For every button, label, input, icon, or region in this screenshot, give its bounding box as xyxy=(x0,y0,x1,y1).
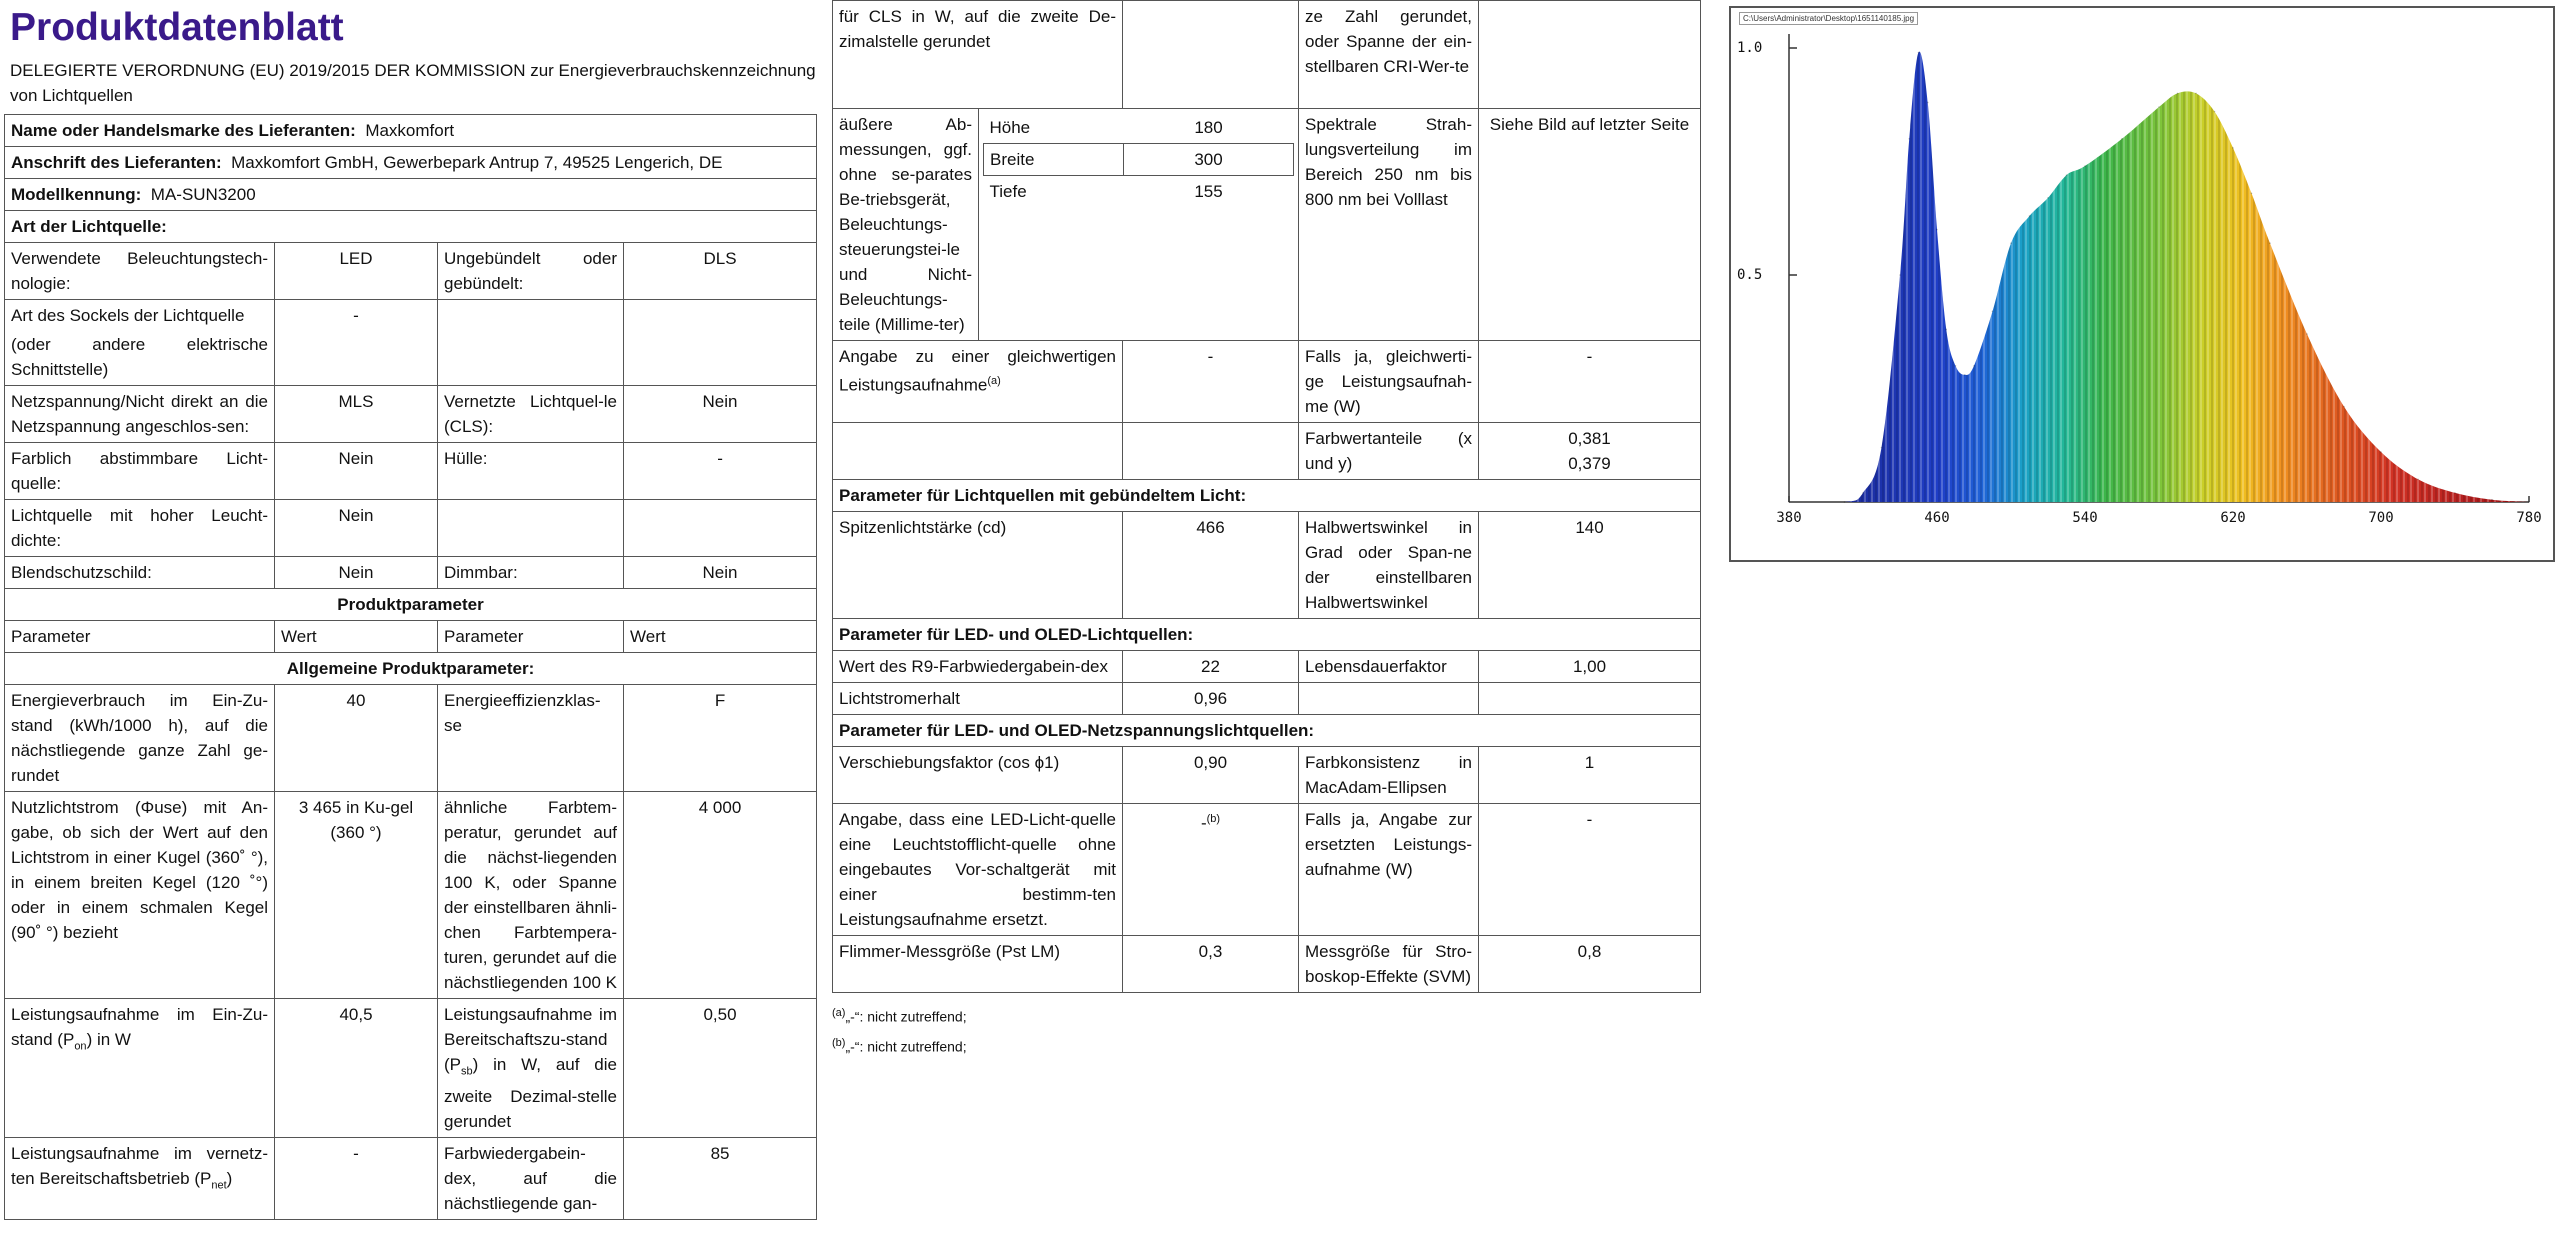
spectrum-point xyxy=(2047,197,2049,199)
psb-label: Leistungsaufnahme im Bereitschaftszu-stand (P xyxy=(444,1005,617,1074)
cell-label: Verwendete Beleuchtungstech-nologie: xyxy=(5,243,275,300)
cell-label: Messgröße für Stro-boskop-Effekte (SVM) xyxy=(1299,936,1479,993)
cell-value: 22 xyxy=(1123,651,1299,683)
cell-label: Netzspannung/Nicht direkt an die Netzspannung angeschlos-sen: xyxy=(5,386,275,443)
cell-label xyxy=(438,999,624,1138)
footnote-a xyxy=(832,1003,1700,1027)
cell-value: Nein xyxy=(275,443,438,500)
cell-empty xyxy=(624,300,817,386)
cell-value: 1 xyxy=(1479,747,1701,804)
socket-label-b: (oder andere elektrische Schnittstelle) xyxy=(11,335,268,379)
cell-empty xyxy=(1299,683,1479,715)
cell-label: Vernetzte Lichtquel-le (CLS): xyxy=(438,386,624,443)
table-row xyxy=(833,423,1701,480)
spectrum-point xyxy=(2010,242,2012,244)
pnet-label-end: ) xyxy=(226,1169,233,1189)
section-heading-row xyxy=(833,480,1701,512)
cell-label: Lichtstromerhalt xyxy=(833,683,1123,715)
pon-subscript: on xyxy=(74,1040,87,1053)
pnet-subscript: net xyxy=(211,1179,227,1192)
datasheet-table-left xyxy=(4,114,817,1220)
cell-value: 40,5 xyxy=(275,999,438,1138)
chroma-x: 0,381 xyxy=(1568,429,1611,448)
cell-value: Nein xyxy=(624,386,817,443)
table-row xyxy=(833,747,1701,804)
model-value: MA-SUN3200 xyxy=(150,185,256,204)
footnote-b xyxy=(832,1033,1700,1057)
cell-value: - xyxy=(1479,341,1701,423)
image-path-label: C:\Users\Administrator\Desktop\1651140185.jpg xyxy=(1739,12,1918,25)
cell-label: Falls ja, Angabe zur ersetzten Leistungs-aufnahme (W) xyxy=(1299,804,1479,936)
regulation-subtitle: DELEGIERTE VERORDNUNG (EU) 2019/2015 DER KOMMISSION zur Energieverbrauchskennzeichnung von Lichtquellen xyxy=(10,61,816,105)
footnote-b-marker: (b) xyxy=(832,1036,846,1049)
cell-value xyxy=(1479,1,1701,109)
pon-label-end: ) in W xyxy=(86,1030,131,1049)
product-params-heading: Produktparameter xyxy=(5,589,817,621)
table-row xyxy=(5,1138,817,1220)
supplier-name-row xyxy=(5,115,817,147)
cell-empty xyxy=(1123,423,1299,480)
spectrum-image-window xyxy=(1729,6,2555,562)
spectrum-point xyxy=(1918,52,1920,54)
cell-label: ze Zahl gerundet, oder Spanne der ein-stellbaren CRI-Wer-te xyxy=(1299,1,1479,109)
spectrum-point xyxy=(2417,479,2419,481)
spectrum-stripes xyxy=(1789,52,2529,502)
dim-height-label: Höhe xyxy=(989,118,1031,137)
section-heading-row xyxy=(5,589,817,621)
spectrum-point xyxy=(1881,447,1883,449)
chart-area xyxy=(1788,52,2530,503)
light-source-type-row xyxy=(5,211,817,243)
spectrum-point xyxy=(1899,274,1901,276)
cell-label: Verschiebungsfaktor (cos ϕ1) xyxy=(833,747,1123,804)
cell-label: Lebensdauerfaktor xyxy=(1299,651,1479,683)
dim-width-value: 300 xyxy=(1124,144,1294,176)
cell-label: Angabe, dass eine LED-Licht-quelle eine Leuchtstofflicht-quelle ohne eingebautes Vor-schaltgerät mit einer bestimm-ten Leistungsaufnahme ersetzt. xyxy=(833,804,1123,936)
cell-value xyxy=(1479,423,1701,480)
spectrum-point xyxy=(1964,374,1966,376)
table-row xyxy=(5,243,817,300)
table-row xyxy=(5,443,817,500)
x-tick-label: 620 xyxy=(2220,510,2246,526)
table-row xyxy=(5,557,817,589)
spectrum-point xyxy=(2251,192,2253,194)
table-row xyxy=(833,651,1701,683)
supplier-address-label: Anschrift des Lieferanten: xyxy=(11,153,222,172)
cell-value: - xyxy=(1123,341,1299,423)
cell-label xyxy=(5,1138,275,1220)
cell-value: - xyxy=(275,300,438,386)
spectrum-point xyxy=(1844,501,1846,503)
focused-heading: Parameter für Lichtquellen mit gebündeltem Licht: xyxy=(833,480,1701,512)
cell-label: Nutzlichtstrom (Φuse) mit An-gabe, ob sich der Wert auf den Lichtstrom in einer Kugel (360˚ °), in einem breiten Kegel (120 ˚°) oder in einem schmalen Kegel (90˚ °) bezieht xyxy=(5,792,275,999)
cell-value: - xyxy=(1479,804,1701,936)
table-row xyxy=(833,683,1701,715)
supplier-address-row xyxy=(5,147,817,179)
spectrum-point xyxy=(1862,492,1864,494)
footnote-a-marker: (a) xyxy=(832,1007,846,1019)
cell-value: 85 xyxy=(624,1138,817,1220)
cell-empty xyxy=(1479,683,1701,715)
dimensions-inner-table xyxy=(983,112,1294,207)
cell-value: 140 xyxy=(1479,512,1701,619)
cell-label: Dimmbar: xyxy=(438,557,624,589)
cell-label: Wert des R9-Farbwiedergabein-dex xyxy=(833,651,1123,683)
cell-empty xyxy=(624,500,817,557)
led-mains-heading: Parameter für LED- und OLED-Netzspannungslichtquellen: xyxy=(833,715,1701,747)
cell-value: - xyxy=(624,443,817,500)
spectrum-point xyxy=(2029,215,2031,217)
cell-value: F xyxy=(624,685,817,792)
middle-datasheet-page xyxy=(832,0,1700,1056)
spectrum-point xyxy=(2066,174,2068,176)
column-header: Parameter xyxy=(438,621,624,653)
table-row xyxy=(833,936,1701,993)
dim-width-label: Breite xyxy=(984,144,1124,176)
model-label: Modellkennung: xyxy=(11,185,142,204)
spectrum-point xyxy=(2177,93,2179,95)
socket-label: Art des Sockels der Lichtquelle xyxy=(11,306,245,325)
cell-value: DLS xyxy=(624,243,817,300)
cell-label: Blendschutzschild: xyxy=(5,557,275,589)
cell-value: 1,00 xyxy=(1479,651,1701,683)
cell-label: Energieverbrauch im Ein-Zu-stand (kWh/1000 h), auf die nächstliegende ganze Zahl ge-rundet xyxy=(5,685,275,792)
spectrum-chart xyxy=(1731,8,2553,560)
repl-value: - xyxy=(1200,813,1207,833)
spectrum-point xyxy=(1992,311,1994,313)
x-tick-label: 460 xyxy=(1924,510,1950,526)
light-source-type-label: Art der Lichtquelle: xyxy=(5,211,817,243)
table-row xyxy=(833,341,1701,423)
column-header: Parameter xyxy=(5,621,275,653)
cell-value xyxy=(1123,1,1299,109)
spectrum-point xyxy=(1945,329,1947,331)
psb-subscript: sb xyxy=(461,1065,473,1078)
cell-label xyxy=(5,300,275,386)
psb-label-end: ) in W, auf die zweite Dezimal-stelle gerundet xyxy=(444,1055,617,1132)
dim-depth-label: Tiefe xyxy=(989,182,1027,201)
footnote-b-text: „-“: nicht zutreffend; xyxy=(845,1038,967,1055)
table-row xyxy=(5,500,817,557)
supplier-name-value: Maxkomfort xyxy=(365,121,455,140)
cell-label xyxy=(5,999,275,1138)
cell-label: Farblich abstimmbare Licht-quelle: xyxy=(5,443,275,500)
cell-empty xyxy=(833,423,1123,480)
cell-empty xyxy=(438,500,624,557)
spectrum-point xyxy=(1955,365,1957,367)
x-tick-label: 380 xyxy=(1776,510,1802,526)
table-row xyxy=(5,300,817,386)
cell-label: Farbwiedergabein-dex, auf die nächstliegende gan- xyxy=(438,1138,624,1220)
cell-empty xyxy=(438,300,624,386)
table-row xyxy=(5,685,817,792)
table-row xyxy=(833,1,1701,109)
spectrum-point xyxy=(1927,102,1929,104)
table-row xyxy=(5,792,817,999)
pon-label: Leistungsaufnahme im Ein-Zu-stand (P xyxy=(11,1005,268,1049)
spectrum-point xyxy=(2528,501,2530,503)
cell-label: Hülle: xyxy=(438,443,624,500)
y-tick-label: 1.0 xyxy=(1737,40,1763,56)
spectrum-point xyxy=(2306,333,2308,335)
spectrum-point xyxy=(2158,106,2160,108)
cell-label: Energieeffizienzklas-se xyxy=(438,685,624,792)
cell-value: - xyxy=(275,1138,438,1220)
cell-value: 466 xyxy=(1123,512,1299,619)
spectrum-point xyxy=(2214,111,2216,113)
x-tick-label: 780 xyxy=(2516,510,2542,526)
table-row xyxy=(5,999,817,1138)
cell-label: ähnliche Farbtem-peratur, gerundet auf die nächst-liegenden 100 K, oder Spanne der einstellbaren ähnli-chen Farbtempera-turen, gerundet auf die nächstliegenden 100 K xyxy=(438,792,624,999)
dim-row xyxy=(984,176,1294,208)
cell-value: Nein xyxy=(275,557,438,589)
general-params-heading: Allgemeine Produktparameter: xyxy=(5,653,817,685)
spectrum-point xyxy=(1973,365,1975,367)
cell-value: MLS xyxy=(275,386,438,443)
table-row xyxy=(833,512,1701,619)
footnote-a-text: „-“: nicht zutreffend; xyxy=(845,1008,967,1025)
table-row xyxy=(833,804,1701,936)
cell-value: Nein xyxy=(275,500,438,557)
cell-value: 40 xyxy=(275,685,438,792)
cell-label: Halbwertswinkel in Grad oder Span-ne der einstellbaren Halbwertswinkel xyxy=(1299,512,1479,619)
cell-label: Lichtquelle mit hoher Leucht-dichte: xyxy=(5,500,275,557)
spectrum-point xyxy=(2380,451,2382,453)
cell-label: Ungebündelt oder gebündelt: xyxy=(438,243,624,300)
spectrum-point xyxy=(2269,242,2271,244)
cell-value: 0,96 xyxy=(1123,683,1299,715)
led-heading: Parameter für LED- und OLED-Lichtquellen: xyxy=(833,619,1701,651)
cell-value: 4 000 xyxy=(624,792,817,999)
dim-depth-value: 155 xyxy=(1194,182,1223,201)
cell-value: 3 465 in Ku-gel (360 °) xyxy=(275,792,438,999)
cell-value: 0,8 xyxy=(1479,936,1701,993)
cell-label: Farbwertanteile (x und y) xyxy=(1299,423,1479,480)
x-tick-label: 700 xyxy=(2368,510,2394,526)
pnet-label: Leistungsaufnahme im vernetz-ten Bereitschaftsbetrieb (P xyxy=(11,1144,268,1189)
page-title: Produktdatenblatt xyxy=(10,6,344,49)
dim-row xyxy=(984,144,1294,176)
equiv-label: Angabe zu einer gleichwertigen Leistungsaufnahme xyxy=(839,347,1116,395)
table-row xyxy=(5,386,817,443)
spectrum-point xyxy=(1908,138,1910,140)
cell-label: Falls ja, gleichwerti-ge Leistungsaufnah-me (W) xyxy=(1299,341,1479,423)
spectrum-point xyxy=(2343,406,2345,408)
supplier-name-label: Name oder Handelsmarke des Lieferanten: xyxy=(11,121,356,140)
cell-value: LED xyxy=(275,243,438,300)
supplier-address-value: Maxkomfort GmbH, Gewerbepark Antrup 7, 49525 Lengerich, DE xyxy=(231,153,723,172)
spectrum-point xyxy=(2084,165,2086,167)
cell-value: Siehe Bild auf letzter Seite xyxy=(1479,109,1701,341)
cell-value: 0,3 xyxy=(1123,936,1299,993)
left-datasheet-page xyxy=(4,0,816,1220)
cell-value: 0,50 xyxy=(624,999,817,1138)
cell-label: Farbkonsistenz in MacAdam-Ellipsen xyxy=(1299,747,1479,804)
cell-label: Flimmer-Messgröße (Pst LM) xyxy=(833,936,1123,993)
spectrum-point xyxy=(2195,93,2197,95)
cell-label: Spitzenlichtstärke (cd) xyxy=(833,512,1123,619)
section-heading-row xyxy=(5,653,817,685)
dim-height-value: 180 xyxy=(1194,118,1223,137)
section-heading-row xyxy=(833,619,1701,651)
spectrum-point xyxy=(2121,138,2123,140)
spectrum-point xyxy=(1936,229,1938,231)
footnote-ref: (a) xyxy=(987,375,1001,387)
dimensions-cell xyxy=(979,109,1299,341)
model-row xyxy=(5,179,817,211)
dimensions-label: äußere Ab-messungen, ggf. ohne se-parates Be-triebsgerät, Beleuchtungs-steuerungstei-le und Nicht-Beleuchtungs-teile (Millime-ter) xyxy=(833,109,979,341)
datasheet-table-right xyxy=(832,0,1701,993)
cell-label: Spektrale Strah-lungsverteilung im Bereich 250 nm bis 800 nm bei Volllast xyxy=(1299,109,1479,341)
y-tick-label: 0.5 xyxy=(1737,267,1763,283)
spectrum-point xyxy=(2454,492,2456,494)
column-header: Wert xyxy=(275,621,438,653)
cell-value: 0,90 xyxy=(1123,747,1299,804)
spectrum-point xyxy=(2232,147,2234,149)
spectrum-point xyxy=(1788,501,1790,503)
section-heading-row xyxy=(833,715,1701,747)
x-tick-label: 540 xyxy=(2072,510,2098,526)
column-header-row xyxy=(5,621,817,653)
cell-value xyxy=(1123,804,1299,936)
cell-label: für CLS in W, auf die zweite De-zimalstelle gerundet xyxy=(833,1,1123,109)
dim-row xyxy=(984,112,1294,144)
footnote-ref: (b) xyxy=(1206,813,1221,825)
chroma-y: 0,379 xyxy=(1568,454,1611,473)
column-header: Wert xyxy=(624,621,817,653)
spectrum-point xyxy=(2491,499,2493,501)
cell-label xyxy=(833,341,1123,423)
cell-value: Nein xyxy=(624,557,817,589)
dimensions-row xyxy=(833,109,1701,341)
